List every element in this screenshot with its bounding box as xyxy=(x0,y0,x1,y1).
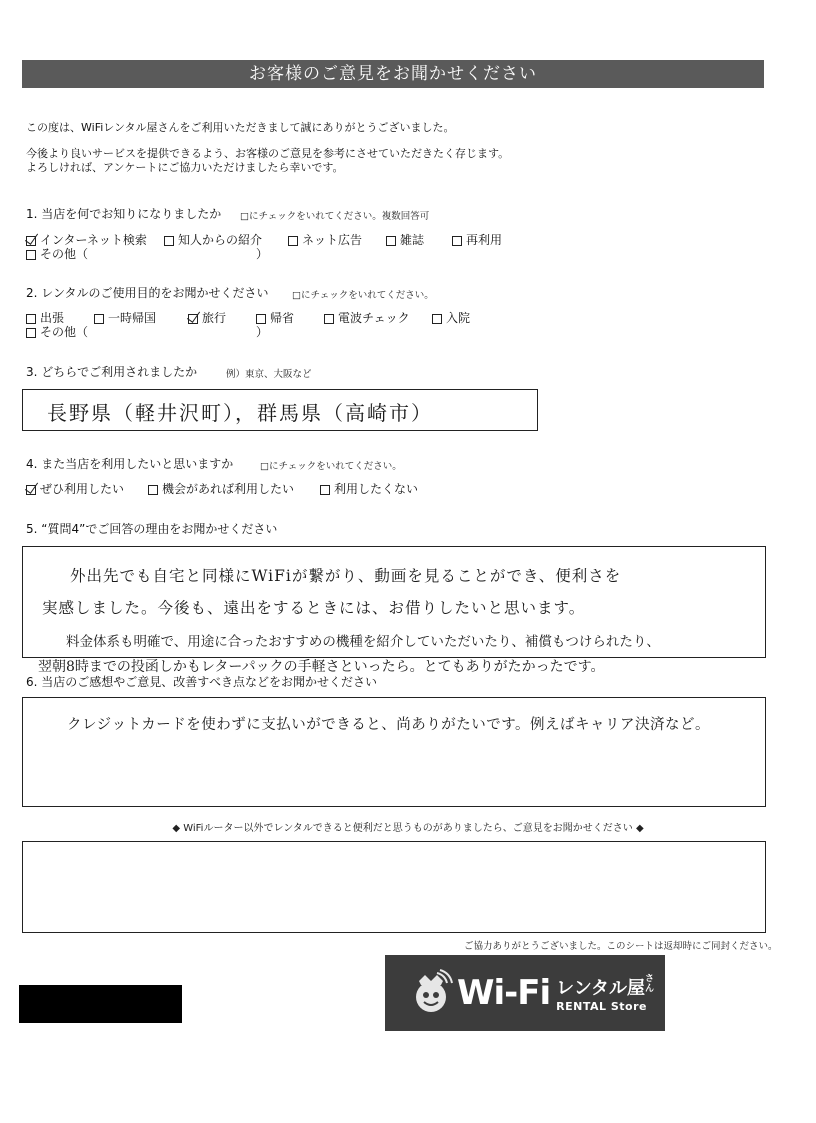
checkbox[interactable] xyxy=(324,314,334,324)
page-title: お客様のご意見をお聞かせください xyxy=(22,60,764,88)
q5-answer-line-3: 料金体系も明確で、用途に合ったおすすめの機種を紹介していただいたり、補償もつけられたり、 xyxy=(66,634,660,650)
logo-wifi-text: Wi-Fi xyxy=(457,973,551,1013)
checkbox[interactable] xyxy=(26,250,36,260)
intro-line-3: よろしければ、アンケートにご協力いただけましたら幸いです。 xyxy=(26,161,344,174)
logo-san-text: さん xyxy=(645,973,655,994)
checkbox[interactable] xyxy=(288,236,298,246)
q3-answer: 長野県（軽井沢町），群馬県（高崎市） xyxy=(47,401,433,425)
q5-answer-line-1: 外出先でも自宅と同様にWiFiが繋がり、動画を見ることができ、便利さを xyxy=(70,567,622,585)
redaction-block xyxy=(19,985,182,1023)
q2-option-business[interactable]: 出張 xyxy=(26,311,64,326)
q5-answer-line-4: 翌朝8時までの投函しかもレターパックの手軽さといったら。とてもありがたかったです。 xyxy=(38,659,605,675)
checkbox[interactable] xyxy=(320,485,330,495)
q2-option-travel[interactable]: 旅行 xyxy=(188,311,226,326)
q1-label: 1. 当店を何でお知りになりましたか xyxy=(26,207,222,221)
checkbox[interactable] xyxy=(148,485,158,495)
q1-option-other[interactable]: その他（ xyxy=(26,247,88,262)
logo-en-text: RENTAL Store xyxy=(556,999,647,1013)
checkbox[interactable] xyxy=(164,236,174,246)
checkbox-checked[interactable] xyxy=(188,314,198,324)
q2-note: □にチェックをいれてください。 xyxy=(292,290,434,301)
q3-answer-box[interactable] xyxy=(22,389,538,431)
brand-logo xyxy=(385,955,665,1031)
checkbox[interactable] xyxy=(386,236,396,246)
checkbox[interactable] xyxy=(26,314,36,324)
q3-note: 例）東京、大阪など xyxy=(226,369,312,380)
q4-option-if-chance[interactable]: 機会があれば利用したい xyxy=(148,482,294,497)
q4-label: 4. また当店を利用したいと思いますか xyxy=(26,457,234,471)
checkbox[interactable] xyxy=(26,328,36,338)
q1-note: □にチェックをいれてください。複数回答可 xyxy=(240,211,430,222)
q1-other-close: ） xyxy=(256,247,269,261)
checkbox[interactable] xyxy=(94,314,104,324)
checkbox[interactable] xyxy=(452,236,462,246)
checkbox[interactable] xyxy=(256,314,266,324)
q5-label: 5. “質問4”でご回答の理由をお聞かせください xyxy=(26,522,278,536)
q7-answer-box[interactable] xyxy=(22,841,766,933)
q7-label: ◆ WiFiルーター以外でレンタルできると便利だと思うものがありましたら、ご意見をお聞かせください ◆ xyxy=(172,823,644,834)
q1-option-reuse[interactable]: 再利用 xyxy=(452,233,502,248)
q5-answer-line-2: 実感しました。今後も、遠出をするときには、お借りしたいと思います。 xyxy=(42,599,586,617)
q2-option-homecoming[interactable]: 帰省 xyxy=(256,311,294,326)
q3-label: 3. どちらでご利用されましたか xyxy=(26,365,198,379)
q1-option-magazine[interactable]: 雑誌 xyxy=(386,233,424,248)
footer-note: ご協力ありがとうございました。このシートは返却時にご同封ください。 xyxy=(464,941,778,952)
checkbox-checked[interactable] xyxy=(26,236,36,246)
intro-line-2: 今後より良いサービスを提供できるよう、お客様のご意見を参考にさせていただきたく存じます。 xyxy=(26,147,510,160)
q1-option-internet[interactable]: インターネット検索 xyxy=(26,233,147,248)
mascot-icon xyxy=(407,969,455,1017)
q2-option-signal-check[interactable]: 電波チェック xyxy=(324,311,410,326)
q1-option-referral[interactable]: 知人からの紹介 xyxy=(164,233,262,248)
q6-label: 6. 当店のご感想やご意見、改善すべき点などをお聞かせください xyxy=(26,675,378,689)
q2-option-other[interactable]: その他（ xyxy=(26,325,88,340)
intro-line-1: この度は、WiFiレンタル屋さんをご利用いただきまして誠にありがとうございました。 xyxy=(26,121,455,134)
q1-option-net-ad[interactable]: ネット広告 xyxy=(288,233,362,248)
checkbox[interactable] xyxy=(432,314,442,324)
checkbox-checked[interactable] xyxy=(26,485,36,495)
q2-option-hospital[interactable]: 入院 xyxy=(432,311,470,326)
logo-jp-text: レンタル屋 xyxy=(556,977,645,999)
q4-option-definitely[interactable]: ぜひ利用したい xyxy=(26,482,124,497)
q4-option-no[interactable]: 利用したくない xyxy=(320,482,418,497)
q2-option-return-home[interactable]: 一時帰国 xyxy=(94,311,156,326)
q4-note: □にチェックをいれてください。 xyxy=(260,461,402,472)
q6-answer: クレジットカードを使わずに支払いができると、尚ありがたいです。例えばキャリア決済など。 xyxy=(67,717,711,733)
q6-answer-box[interactable] xyxy=(22,697,766,807)
q2-other-close: ） xyxy=(256,325,269,339)
q2-label: 2. レンタルのご使用目的をお聞かせください xyxy=(26,286,269,300)
